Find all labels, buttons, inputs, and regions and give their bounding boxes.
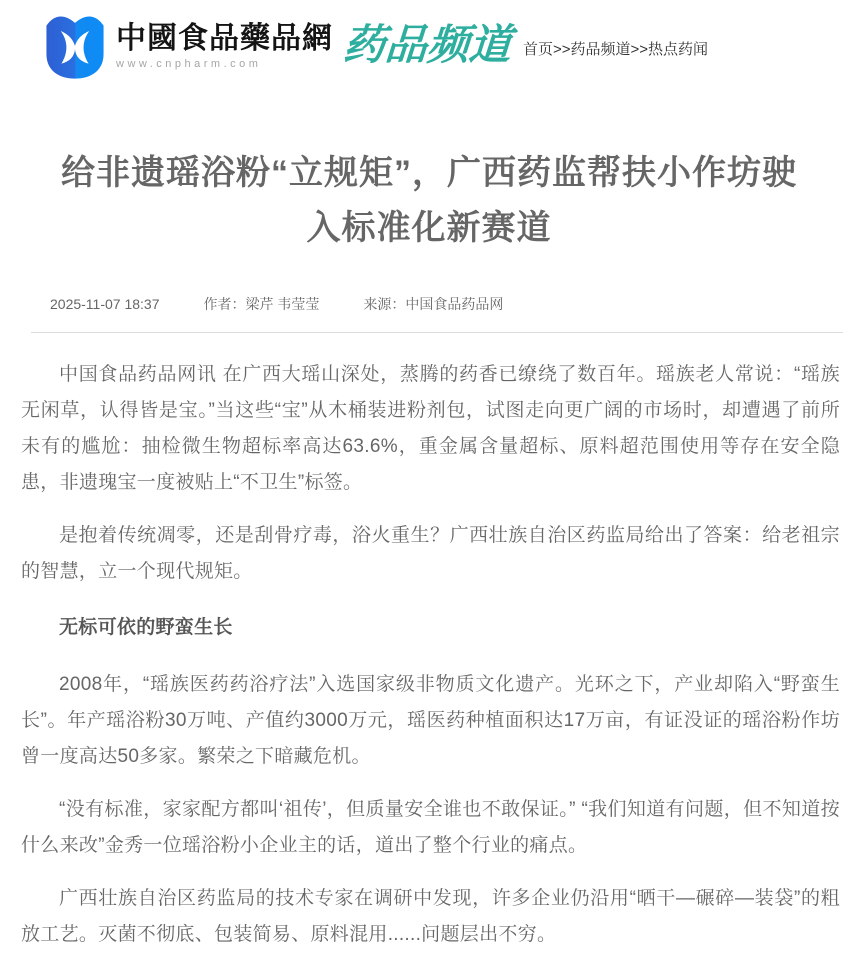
site-logo-text <box>116 22 333 70</box>
meta-date: 2025-11-07 18:37 <box>50 296 160 312</box>
site-logo-icon <box>40 12 110 80</box>
article-meta <box>0 294 858 314</box>
channel-calligraphy[interactable]: 药品频道 <box>341 23 513 69</box>
article-paragraph: 中国食品药品网讯 在广西大瑶山深处，蒸腾的药香已缭绕了数百年。瑶族老人常说：“瑶族无闲草，认得皆是宝。”当这些“宝”从木桶装进粉剂包，试图走向更广阔的市场时，却遭遇了前所未有的尴尬：抽检微生物超标率高达63.6%，重金属含量超标、原料超范围使用等存在安全隐患，非遗瑰宝一度被贴上“不卫生”标签。 <box>21 364 840 493</box>
site-logo[interactable] <box>40 12 333 80</box>
site-name: 中國食品藥品網 <box>116 22 333 55</box>
site-url: www.cnpharm.com <box>116 58 262 70</box>
site-header <box>0 0 858 92</box>
article-paragraph: 是抱着传统凋零，还是刮骨疗毒，浴火重生？广西壮族自治区药监局给出了答案：给老祖宗的智慧，立一个现代规矩。 <box>21 525 840 582</box>
meta-author: 作者：梁芹 韦莹莹 <box>203 296 320 312</box>
article-body <box>0 357 858 953</box>
article-paragraph: 广西壮族自治区药监局的技术专家在调研中发现，许多企业仍沿用“晒干—碾碎—装袋”的粗放工艺。灭菌不彻底、包装简易、原料混用......问题层出不穷。 <box>21 888 840 945</box>
breadcrumb[interactable]: 首页>>药品频道>>热点药闻 <box>523 40 709 58</box>
article-paragraph: 2008年，“瑶族医药药浴疗法”入选国家级非物质文化遗产。光环之下，产业却陷入“野蛮生长”。年产瑶浴粉30万吨、产值约3000万元，瑶医药种植面积达17万亩，有证没证的瑶浴粉作坊曾一度高达50多家。繁荣之下暗藏危机。 <box>21 674 840 767</box>
section-subheading: 无标可依的野蛮生长 <box>59 617 233 638</box>
article-title: 给非遗瑶浴粉“立规矩”，广西药监帮扶小作坊驶入标准化新赛道 <box>61 154 797 247</box>
article-paragraph: “没有标准，家家配方都叫‘祖传’，但质量安全谁也不敢保证。” “我们知道有问题，但不知道按什么来改”金秀一位瑶浴粉小企业主的话，道出了整个行业的痛点。 <box>21 799 840 856</box>
article <box>0 146 858 953</box>
meta-divider <box>31 332 843 333</box>
meta-source: 来源：中国食品药品网 <box>363 296 504 312</box>
